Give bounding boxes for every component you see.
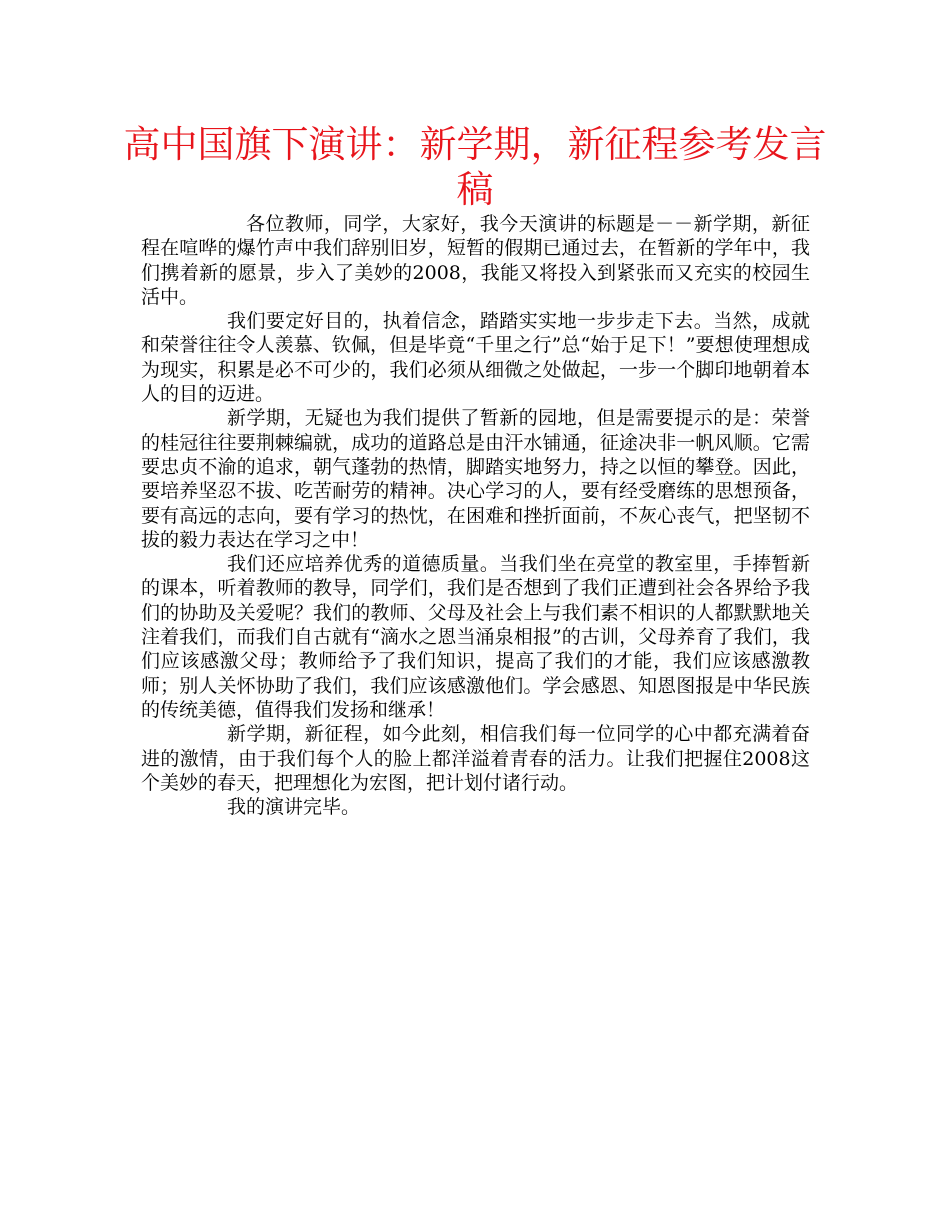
paragraph-gratitude: 我们还应培养优秀的道德质量。当我们坐在亮堂的教室里，手捧暂新的课本，听着教师的教导，同学们，我们是否想到了我们正遭到社会各界给予我们的协助及关爱呢？我们的教师、父母及社会上与我们素不相识的人都默默地关注着我们，而我们自古就有“滴水之恩当涌泉相报”的古训，父母养育了我们，我们应该感激父母；教师给予了我们知识，提高了我们的才能，我们应该感激教师；别人关怀协助了我们，我们应该感激他们。学会感恩、知恩图报是中华民族的传统美德，值得我们发扬和继承！	[141, 553, 810, 721]
paragraph-perseverance: 新学期，无疑也为我们提供了暂新的园地，但是需要提示的是：荣誉的桂冠往往要荆棘编就，成功的道路总是由汗水铺通，征途决非一帆风顺。它需要忠贞不渝的追求，朝气蓬勃的热情，脚踏实地努力，持之以恒的攀登。因此，要培养坚忍不拔、吃苦耐劳的精神。决心学习的人，要有经受磨练的思想预备，要有高远的志向，要有学习的热忱，在困难和挫折面前，不灰心丧气，把坚韧不拔的毅力表达在学习之中！	[141, 407, 810, 551]
paragraph-closing: 我的演讲完毕。	[227, 796, 361, 819]
paragraph-goals: 我们要定好目的，执着信念，踏踏实实地一步步走下去。当然，成就和荣誉往往令人羡慕、钦佩，但是毕竟“千里之行”总“始于足下！”要想使理想成为现实，积累是必不可少的，我们必须从细微之处做起，一步一个脚印地朝着本人的目的迈进。	[141, 310, 810, 406]
paragraph-greeting: 各位教师，同学，大家好，我今天演讲的标题是－－新学期，新征程在喧哗的爆竹声中我们辞别旧岁，短暂的假期已通过去，在暂新的学年中，我们携着新的愿景，步入了美妙的2008，我能又将投入到紧张而又充实的校园生活中。	[141, 213, 810, 308]
paragraph-conclusion: 新学期，新征程，如今此刻，相信我们每一位同学的心中都充满着奋进的激情，由于我们每个人的脸上都洋溢着青春的活力。让我们把握住2008这个美妙的春天，把理想化为宏图，把计划付诸行动。	[141, 723, 810, 794]
document-title: 高中国旗下演讲：新学期，新征程参考发言稿	[123, 123, 827, 211]
document-body	[141, 212, 810, 819]
